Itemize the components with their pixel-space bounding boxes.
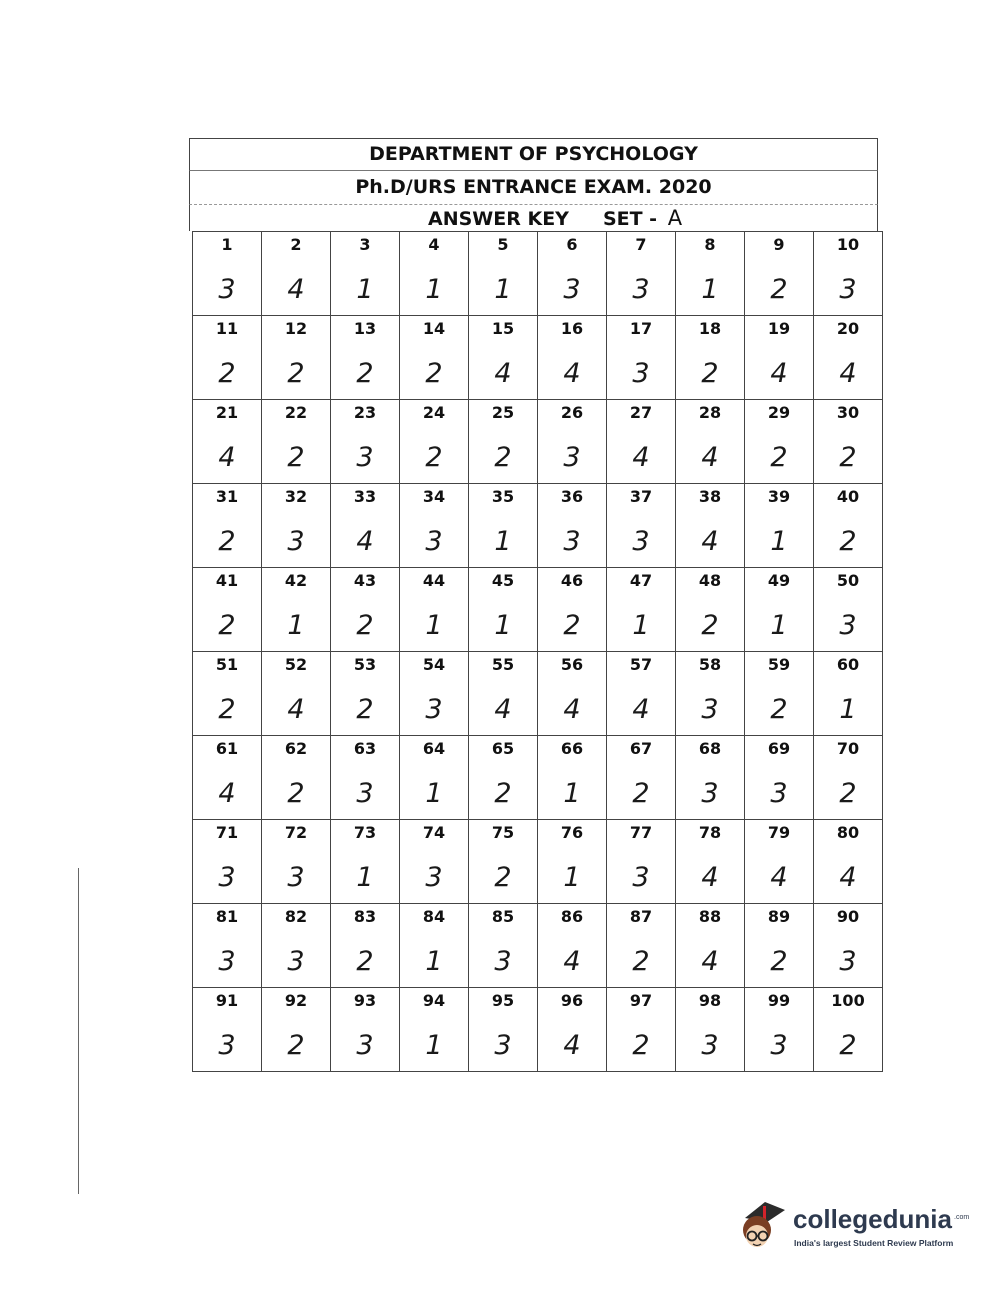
answer-cell: 4	[538, 1019, 607, 1072]
answer-cell: 1	[469, 263, 538, 316]
question-number: 6	[538, 232, 607, 264]
question-number: 48	[676, 568, 745, 600]
question-number: 58	[676, 652, 745, 684]
answer-cell: 2	[262, 1019, 331, 1072]
answer-cell: 3	[469, 935, 538, 988]
answer-cell: 4	[538, 935, 607, 988]
question-number: 53	[331, 652, 400, 684]
question-number: 93	[331, 988, 400, 1020]
set-value: A	[667, 206, 683, 230]
answer-cell: 4	[676, 431, 745, 484]
answer-cell: 1	[745, 515, 814, 568]
set-label: SET -	[602, 208, 664, 230]
question-number: 34	[400, 484, 469, 516]
question-number: 68	[676, 736, 745, 768]
answer-cell: 4	[469, 683, 538, 736]
question-number: 33	[331, 484, 400, 516]
answer-cell: 2	[262, 431, 331, 484]
question-number: 38	[676, 484, 745, 516]
answer-cell: 2	[607, 935, 676, 988]
answer-cell: 3	[262, 515, 331, 568]
question-number: 73	[331, 820, 400, 852]
answer-row	[193, 515, 883, 568]
answer-cell: 3	[469, 1019, 538, 1072]
answer-cell: 1	[262, 599, 331, 652]
question-number: 95	[469, 988, 538, 1020]
question-number: 41	[193, 568, 262, 600]
answer-cell: 3	[814, 599, 883, 652]
answer-cell: 3	[400, 515, 469, 568]
answer-cell: 4	[193, 431, 262, 484]
answer-row	[193, 767, 883, 820]
question-number-row	[193, 316, 883, 348]
question-number: 44	[400, 568, 469, 600]
question-number: 84	[400, 904, 469, 936]
answer-cell: 1	[400, 1019, 469, 1072]
answer-table	[192, 231, 883, 1072]
question-number: 82	[262, 904, 331, 936]
answer-cell: 3	[331, 1019, 400, 1072]
question-number: 8	[676, 232, 745, 264]
question-number-row	[193, 568, 883, 600]
question-number: 32	[262, 484, 331, 516]
question-number: 69	[745, 736, 814, 768]
question-number: 37	[607, 484, 676, 516]
answer-cell: 1	[469, 599, 538, 652]
question-number: 24	[400, 400, 469, 432]
question-number: 3	[331, 232, 400, 264]
answer-cell: 3	[193, 1019, 262, 1072]
answer-cell: 3	[538, 515, 607, 568]
question-number: 61	[193, 736, 262, 768]
answer-row	[193, 683, 883, 736]
answer-key-heading	[189, 204, 878, 231]
question-number: 27	[607, 400, 676, 432]
answer-cell: 3	[538, 431, 607, 484]
question-number: 89	[745, 904, 814, 936]
question-number: 4	[400, 232, 469, 264]
question-number: 60	[814, 652, 883, 684]
question-number: 76	[538, 820, 607, 852]
answer-cell: 2	[469, 851, 538, 904]
answer-cell: 4	[814, 347, 883, 400]
question-number: 35	[469, 484, 538, 516]
answer-cell: 2	[331, 347, 400, 400]
question-number: 14	[400, 316, 469, 348]
question-number: 22	[262, 400, 331, 432]
answer-cell: 2	[745, 683, 814, 736]
question-number: 64	[400, 736, 469, 768]
answer-cell: 2	[193, 599, 262, 652]
question-number-row	[193, 400, 883, 432]
question-number: 18	[676, 316, 745, 348]
question-number: 51	[193, 652, 262, 684]
answer-cell: 2	[676, 347, 745, 400]
answer-cell: 2	[331, 935, 400, 988]
collegedunia-logo	[735, 1196, 970, 1256]
question-number-row	[193, 736, 883, 768]
answer-cell: 2	[745, 431, 814, 484]
question-number: 71	[193, 820, 262, 852]
question-number-row	[193, 652, 883, 684]
question-number: 66	[538, 736, 607, 768]
question-number: 59	[745, 652, 814, 684]
answer-cell: 2	[607, 767, 676, 820]
answer-cell: 2	[538, 599, 607, 652]
answer-row	[193, 851, 883, 904]
question-number-row	[193, 484, 883, 516]
answer-cell: 2	[262, 347, 331, 400]
answer-cell: 3	[331, 767, 400, 820]
question-number: 96	[538, 988, 607, 1020]
question-number: 11	[193, 316, 262, 348]
answer-cell: 4	[607, 431, 676, 484]
answer-cell: 2	[469, 431, 538, 484]
question-number: 2	[262, 232, 331, 264]
question-number: 81	[193, 904, 262, 936]
answer-cell: 2	[676, 599, 745, 652]
answer-cell: 4	[676, 515, 745, 568]
answer-cell: 3	[607, 851, 676, 904]
question-number: 20	[814, 316, 883, 348]
question-number: 15	[469, 316, 538, 348]
answer-cell: 3	[607, 263, 676, 316]
question-number: 65	[469, 736, 538, 768]
question-number: 77	[607, 820, 676, 852]
question-number: 12	[262, 316, 331, 348]
brand-tagline: India's largest Student Review Platform	[794, 1238, 954, 1248]
question-number: 46	[538, 568, 607, 600]
question-number: 87	[607, 904, 676, 936]
question-number: 74	[400, 820, 469, 852]
answer-cell: 3	[745, 1019, 814, 1072]
answer-cell: 2	[745, 935, 814, 988]
question-number: 92	[262, 988, 331, 1020]
answer-cell: 1	[745, 599, 814, 652]
question-number: 28	[676, 400, 745, 432]
question-number: 85	[469, 904, 538, 936]
brand-name: collegedunia	[793, 1204, 952, 1234]
question-number: 23	[331, 400, 400, 432]
question-number: 72	[262, 820, 331, 852]
question-number: 99	[745, 988, 814, 1020]
answer-cell: 4	[538, 683, 607, 736]
answer-cell: 3	[262, 851, 331, 904]
question-number: 91	[193, 988, 262, 1020]
question-number: 79	[745, 820, 814, 852]
question-number: 86	[538, 904, 607, 936]
answer-cell: 2	[331, 599, 400, 652]
question-number: 29	[745, 400, 814, 432]
question-number: 90	[814, 904, 883, 936]
answer-cell: 3	[193, 935, 262, 988]
question-number: 57	[607, 652, 676, 684]
answer-row	[193, 347, 883, 400]
answer-cell: 3	[607, 347, 676, 400]
answer-cell: 1	[331, 263, 400, 316]
question-number: 5	[469, 232, 538, 264]
question-number: 21	[193, 400, 262, 432]
question-number: 63	[331, 736, 400, 768]
question-number: 25	[469, 400, 538, 432]
answer-cell: 1	[400, 767, 469, 820]
answer-cell: 1	[469, 515, 538, 568]
answer-cell: 3	[676, 683, 745, 736]
question-number: 67	[607, 736, 676, 768]
question-number: 83	[331, 904, 400, 936]
question-number: 62	[262, 736, 331, 768]
question-number: 16	[538, 316, 607, 348]
answer-cell: 4	[676, 935, 745, 988]
question-number: 54	[400, 652, 469, 684]
answer-cell: 3	[262, 935, 331, 988]
question-number: 98	[676, 988, 745, 1020]
brand-suffix: .com	[954, 1214, 970, 1221]
question-number-row	[193, 988, 883, 1020]
question-number: 13	[331, 316, 400, 348]
question-number: 100	[814, 988, 883, 1020]
answer-cell: 4	[607, 683, 676, 736]
answer-cell: 3	[814, 935, 883, 988]
answer-cell: 3	[607, 515, 676, 568]
answer-cell: 2	[400, 347, 469, 400]
answer-cell: 2	[193, 347, 262, 400]
answer-cell: 1	[400, 935, 469, 988]
question-number: 17	[607, 316, 676, 348]
question-number: 9	[745, 232, 814, 264]
question-number: 36	[538, 484, 607, 516]
question-number: 30	[814, 400, 883, 432]
question-number: 45	[469, 568, 538, 600]
question-number: 80	[814, 820, 883, 852]
answer-cell: 3	[676, 767, 745, 820]
answer-cell: 1	[538, 767, 607, 820]
question-number: 10	[814, 232, 883, 264]
question-number: 52	[262, 652, 331, 684]
question-number: 56	[538, 652, 607, 684]
answer-row	[193, 599, 883, 652]
answer-row	[193, 1019, 883, 1072]
question-number-row	[193, 232, 883, 264]
question-number: 94	[400, 988, 469, 1020]
question-number: 55	[469, 652, 538, 684]
answer-cell: 2	[745, 263, 814, 316]
question-number: 40	[814, 484, 883, 516]
answer-cell: 3	[193, 263, 262, 316]
answer-cell: 3	[814, 263, 883, 316]
answer-cell: 2	[262, 767, 331, 820]
question-number: 50	[814, 568, 883, 600]
answer-cell: 2	[814, 767, 883, 820]
answer-cell: 1	[400, 599, 469, 652]
answer-cell: 1	[331, 851, 400, 904]
answer-cell: 3	[538, 263, 607, 316]
answer-cell: 4	[262, 263, 331, 316]
answer-cell: 4	[745, 347, 814, 400]
answer-cell: 4	[469, 347, 538, 400]
answer-cell: 3	[400, 851, 469, 904]
answer-key-sheet	[189, 138, 878, 1072]
question-number: 97	[607, 988, 676, 1020]
answer-cell: 4	[745, 851, 814, 904]
question-number: 31	[193, 484, 262, 516]
question-number: 88	[676, 904, 745, 936]
answer-cell: 4	[814, 851, 883, 904]
question-number: 7	[607, 232, 676, 264]
answer-cell: 4	[331, 515, 400, 568]
answer-cell: 2	[814, 431, 883, 484]
answer-cell: 1	[538, 851, 607, 904]
question-number: 26	[538, 400, 607, 432]
answer-cell: 2	[814, 1019, 883, 1072]
answer-cell: 3	[193, 851, 262, 904]
answer-cell: 3	[676, 1019, 745, 1072]
question-number: 75	[469, 820, 538, 852]
answer-cell: 4	[262, 683, 331, 736]
question-number: 42	[262, 568, 331, 600]
answer-cell: 2	[193, 515, 262, 568]
question-number-row	[193, 904, 883, 936]
answer-cell: 2	[814, 515, 883, 568]
answer-cell: 4	[538, 347, 607, 400]
answer-cell: 2	[331, 683, 400, 736]
question-number-row	[193, 820, 883, 852]
answer-cell: 4	[193, 767, 262, 820]
answer-cell: 2	[607, 1019, 676, 1072]
answer-cell: 3	[745, 767, 814, 820]
question-number: 49	[745, 568, 814, 600]
answer-cell: 2	[193, 683, 262, 736]
question-number: 19	[745, 316, 814, 348]
answer-cell: 1	[607, 599, 676, 652]
answer-cell: 1	[400, 263, 469, 316]
question-number: 78	[676, 820, 745, 852]
answer-key-label: ANSWER KEY	[428, 208, 569, 230]
answer-cell: 2	[400, 431, 469, 484]
question-number: 70	[814, 736, 883, 768]
question-number: 43	[331, 568, 400, 600]
mascot-icon	[735, 1196, 791, 1256]
question-number: 39	[745, 484, 814, 516]
margin-line	[78, 868, 79, 1194]
answer-cell: 4	[676, 851, 745, 904]
answer-cell: 2	[469, 767, 538, 820]
answer-row	[193, 431, 883, 484]
exam-title: Ph.D/URS ENTRANCE EXAM. 2020	[189, 170, 878, 204]
question-number: 47	[607, 568, 676, 600]
answer-cell: 1	[676, 263, 745, 316]
department-title: DEPARTMENT OF PSYCHOLOGY	[189, 138, 878, 170]
answer-row	[193, 263, 883, 316]
answer-cell: 3	[331, 431, 400, 484]
answer-cell: 1	[814, 683, 883, 736]
answer-row	[193, 935, 883, 988]
answer-cell: 3	[400, 683, 469, 736]
question-number: 1	[193, 232, 262, 264]
